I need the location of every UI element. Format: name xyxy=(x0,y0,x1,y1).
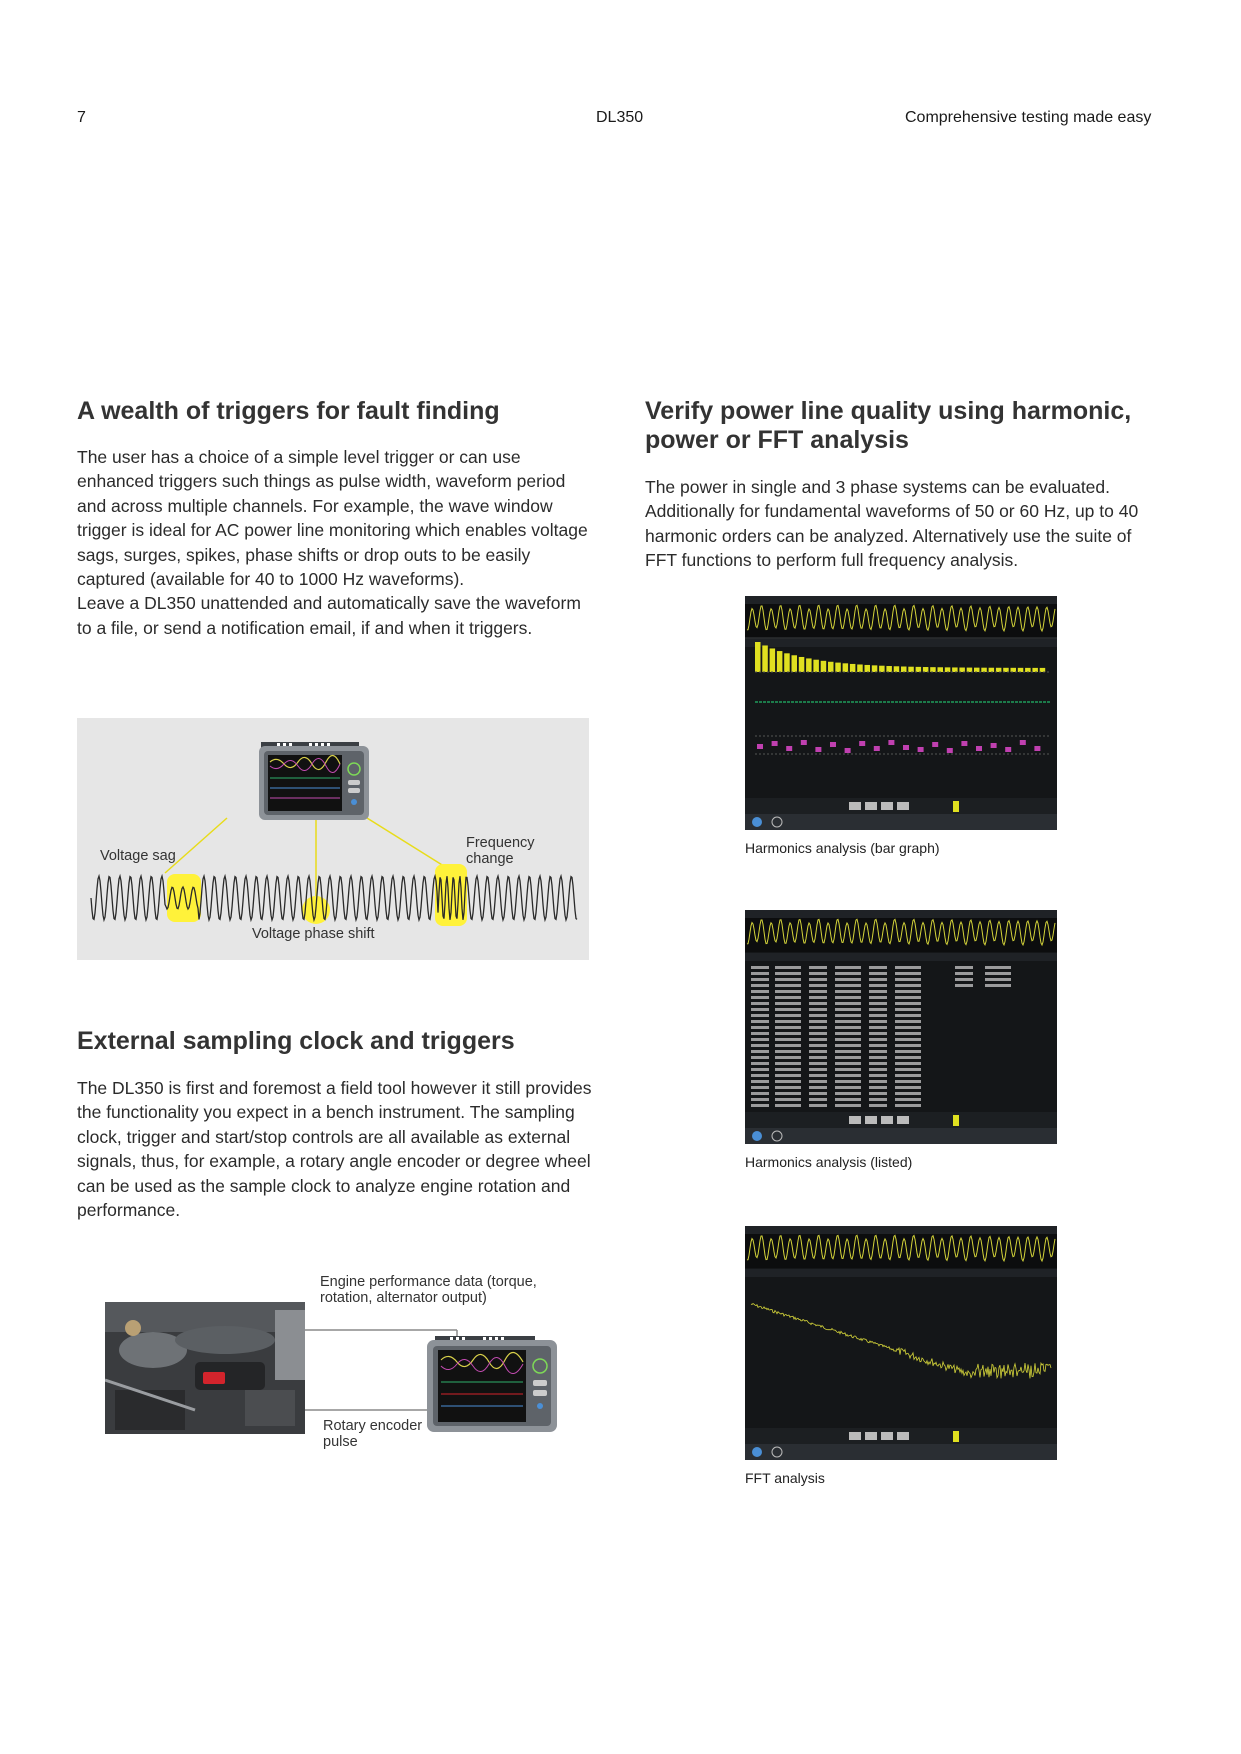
list-text-line xyxy=(809,984,827,987)
list-text-line xyxy=(751,1008,769,1011)
voltage-phase-shift-label: Voltage phase shift xyxy=(252,926,375,942)
power-heading: Verify power line quality using harmonic, power or FFT analysis xyxy=(645,397,1132,454)
harmonic-bar xyxy=(1025,668,1031,672)
harmonic-bar xyxy=(770,648,776,672)
list-text-line xyxy=(751,1062,769,1065)
phase-marker xyxy=(961,741,967,746)
list-text-line xyxy=(869,1038,887,1041)
list-text-line xyxy=(869,972,887,975)
phase-marker xyxy=(772,741,778,746)
harmonic-bar xyxy=(923,667,929,672)
engine-photo xyxy=(105,1302,305,1434)
external-heading: External sampling clock and triggers xyxy=(77,1027,515,1055)
dl350-instrument-icon xyxy=(259,742,369,820)
list-text-line xyxy=(809,1074,827,1077)
list-text-line xyxy=(809,1002,827,1005)
phase-marker xyxy=(1020,740,1026,745)
list-text-line xyxy=(809,1020,827,1023)
list-text-line xyxy=(775,1056,801,1059)
list-text-line xyxy=(955,972,973,975)
harmonic-bar xyxy=(821,661,827,672)
list-text-line xyxy=(751,972,769,975)
list-text-line xyxy=(835,990,861,993)
list-text-line xyxy=(775,1014,801,1017)
harmonic-bar xyxy=(1018,668,1024,672)
harmonic-bar xyxy=(1040,668,1046,672)
list-text-line xyxy=(895,1044,921,1047)
list-text-line xyxy=(775,1074,801,1077)
harmonic-bar xyxy=(916,667,922,672)
list-text-line xyxy=(869,1062,887,1065)
list-text-line xyxy=(809,1104,827,1107)
list-text-line xyxy=(809,990,827,993)
list-text-line xyxy=(869,978,887,981)
list-text-line xyxy=(751,1086,769,1089)
list-text-line xyxy=(869,1020,887,1023)
list-text-line xyxy=(775,1008,801,1011)
list-text-line xyxy=(895,1026,921,1029)
harmonic-bar xyxy=(952,667,958,672)
phase-marker xyxy=(976,746,982,751)
list-text-line xyxy=(895,1062,921,1065)
harmonic-bar xyxy=(886,666,892,672)
page-tagline: Comprehensive testing made easy xyxy=(905,109,1152,126)
list-text-line xyxy=(835,966,861,969)
list-text-line xyxy=(895,1056,921,1059)
list-text-line xyxy=(895,996,921,999)
list-text-line xyxy=(835,1014,861,1017)
harmonic-bar xyxy=(967,668,973,672)
list-text-line xyxy=(809,1008,827,1011)
harmonics-bar-caption: Harmonics analysis (bar graph) xyxy=(745,840,940,856)
list-text-line xyxy=(775,1002,801,1005)
list-text-line xyxy=(809,966,827,969)
list-text-line xyxy=(751,1038,769,1041)
list-text-line xyxy=(775,1068,801,1071)
list-text-line xyxy=(835,1074,861,1077)
fft-caption: FFT analysis xyxy=(745,1470,825,1486)
list-text-line xyxy=(869,1050,887,1053)
list-text-line xyxy=(955,984,973,987)
list-text-line xyxy=(835,978,861,981)
harmonic-bar xyxy=(938,667,944,672)
engine-diagram xyxy=(105,1270,565,1450)
list-text-line xyxy=(835,1098,861,1101)
list-text-line xyxy=(955,966,973,969)
list-text-line xyxy=(895,972,921,975)
list-text-line xyxy=(835,1092,861,1095)
list-text-line xyxy=(835,1068,861,1071)
list-text-line xyxy=(809,1038,827,1041)
phase-marker xyxy=(874,746,880,751)
harmonic-bar xyxy=(879,666,885,672)
list-text-line xyxy=(835,1056,861,1059)
connector-line-frequency xyxy=(367,818,447,868)
triggers-heading: A wealth of triggers for fault finding xyxy=(77,397,500,425)
list-text-line xyxy=(751,1068,769,1071)
harmonic-bar xyxy=(930,667,936,672)
list-text-line xyxy=(809,1050,827,1053)
harmonic-bar xyxy=(835,663,841,672)
harmonic-bar xyxy=(755,642,761,672)
phase-marker xyxy=(801,740,807,745)
fft-screen xyxy=(745,1226,1057,1460)
harmonic-bar xyxy=(828,662,834,672)
list-text-line xyxy=(809,1086,827,1089)
list-text-line xyxy=(775,984,801,987)
harmonic-bar xyxy=(959,668,965,672)
list-text-line xyxy=(895,1002,921,1005)
list-text-line xyxy=(835,1050,861,1053)
phase-marker xyxy=(932,742,938,747)
list-text-line xyxy=(835,972,861,975)
list-text-line xyxy=(869,1014,887,1017)
harmonic-bar xyxy=(799,657,805,672)
list-text-line xyxy=(869,1104,887,1107)
list-text-line xyxy=(809,1080,827,1083)
external-paragraph: The DL350 is first and foremost a field tool however it still provides the functionality you expect in a bench instrument. The sampling clock, trigger and start/stop controls are all available as external signals, thus, for example, a rotary angle encoder or degree wheel can be used as the sample clock to analyze engine rotation and performance. xyxy=(77,1078,592,1221)
list-text-line xyxy=(869,1032,887,1035)
list-text-line xyxy=(869,996,887,999)
list-text-line xyxy=(751,966,769,969)
list-text-line xyxy=(775,1086,801,1089)
harmonic-bar xyxy=(974,668,980,672)
list-text-line xyxy=(895,984,921,987)
list-text-line xyxy=(751,1020,769,1023)
list-text-line xyxy=(809,1032,827,1035)
harmonics-bar-screen xyxy=(745,596,1057,830)
list-text-line xyxy=(751,1092,769,1095)
list-text-line xyxy=(869,1098,887,1101)
list-text-line xyxy=(985,978,1011,981)
list-text-line xyxy=(775,1098,801,1101)
list-text-line xyxy=(751,1104,769,1107)
list-text-line xyxy=(895,1050,921,1053)
list-text-line xyxy=(835,1002,861,1005)
trigger-diagram xyxy=(77,718,589,960)
list-text-line xyxy=(869,1086,887,1089)
list-text-line xyxy=(809,1062,827,1065)
list-text-line xyxy=(835,1080,861,1083)
rotary-encoder-label: Rotary encoder pulse xyxy=(323,1418,423,1450)
list-text-line xyxy=(869,1056,887,1059)
list-text-line xyxy=(869,1092,887,1095)
harmonic-bar xyxy=(894,666,900,672)
phase-marker xyxy=(1034,746,1040,751)
list-text-line xyxy=(895,1014,921,1017)
list-text-line xyxy=(775,966,801,969)
list-text-line xyxy=(775,1092,801,1095)
phase-marker xyxy=(845,748,851,753)
list-text-line xyxy=(895,1008,921,1011)
list-text-line xyxy=(835,1062,861,1065)
harmonic-bar xyxy=(981,668,987,672)
list-text-line xyxy=(775,1080,801,1083)
list-text-line xyxy=(809,978,827,981)
fft-graphic xyxy=(745,1226,1057,1460)
list-text-line xyxy=(809,1092,827,1095)
list-text-line xyxy=(751,1002,769,1005)
list-text-line xyxy=(835,1086,861,1089)
dl350-instrument-icon-2 xyxy=(427,1336,557,1432)
list-text-line xyxy=(751,978,769,981)
harmonic-bar xyxy=(806,658,812,672)
list-text-line xyxy=(775,1050,801,1053)
harmonic-bar xyxy=(762,645,768,672)
list-text-line xyxy=(895,966,921,969)
list-text-line xyxy=(835,1032,861,1035)
list-text-line xyxy=(809,1014,827,1017)
harmonic-bar xyxy=(865,665,871,672)
list-text-line xyxy=(775,1038,801,1041)
list-text-line xyxy=(775,972,801,975)
list-text-line xyxy=(775,1032,801,1035)
list-text-line xyxy=(985,972,1011,975)
list-text-line xyxy=(835,984,861,987)
list-text-line xyxy=(751,1098,769,1101)
list-text-line xyxy=(751,1056,769,1059)
list-text-line xyxy=(895,1104,921,1107)
list-text-line xyxy=(835,1044,861,1047)
phase-marker xyxy=(786,746,792,751)
list-text-line xyxy=(775,996,801,999)
engine-data-label: Engine performance data (torque, rotation, alternator output) xyxy=(320,1274,537,1306)
phase-marker xyxy=(918,747,924,752)
list-text-line xyxy=(809,1044,827,1047)
voltage-sag-label: Voltage sag xyxy=(100,848,176,864)
list-text-line xyxy=(809,1026,827,1029)
list-text-line xyxy=(895,1086,921,1089)
page-number: 7 xyxy=(77,109,86,126)
list-text-line xyxy=(895,1032,921,1035)
list-text-line xyxy=(751,1044,769,1047)
list-text-line xyxy=(869,984,887,987)
list-text-line xyxy=(775,1044,801,1047)
harmonic-bar xyxy=(1003,668,1009,672)
phase-marker xyxy=(830,742,836,747)
list-text-line xyxy=(809,1098,827,1101)
list-text-line xyxy=(895,1092,921,1095)
list-text-line xyxy=(869,990,887,993)
list-text-line xyxy=(985,984,1011,987)
list-text-line xyxy=(869,1026,887,1029)
list-text-line xyxy=(751,1074,769,1077)
connector-line-sag xyxy=(165,818,227,873)
list-text-line xyxy=(751,1026,769,1029)
list-text-line xyxy=(895,1038,921,1041)
list-text-line xyxy=(985,966,1011,969)
phase-marker xyxy=(815,747,821,752)
list-text-line xyxy=(809,1056,827,1059)
harmonic-bar xyxy=(857,664,863,672)
list-text-line xyxy=(775,1026,801,1029)
list-text-line xyxy=(775,1104,801,1107)
harmonic-bar xyxy=(945,667,951,672)
harmonic-bar xyxy=(784,653,790,672)
list-text-line xyxy=(751,1032,769,1035)
list-text-line xyxy=(835,996,861,999)
phase-marker xyxy=(1005,747,1011,752)
list-text-line xyxy=(835,1026,861,1029)
list-text-line xyxy=(895,1098,921,1101)
harmonic-bar xyxy=(872,665,878,672)
list-text-line xyxy=(775,1020,801,1023)
triggers-paragraph-1: The user has a choice of a simple level trigger or can use enhanced triggers such things as pulse width, waveform period and across multiple channels. For example, the wave window trigger is ideal for AC power line monitoring which enables voltage sags, surges, spikes, phase shifts or drop outs to be easily captured (available for 40 to 1000 Hz waveforms). xyxy=(77,447,588,590)
list-text-line xyxy=(895,1020,921,1023)
list-text-line xyxy=(895,1068,921,1071)
harmonics-list-caption: Harmonics analysis (listed) xyxy=(745,1154,913,1170)
harmonic-bar xyxy=(843,663,849,672)
list-text-line xyxy=(895,978,921,981)
frequency-change-label: Frequency change xyxy=(466,835,535,867)
list-text-line xyxy=(835,1020,861,1023)
phase-marker xyxy=(903,745,909,750)
phase-marker xyxy=(888,740,894,745)
harmonic-bar xyxy=(792,655,798,672)
list-text-line xyxy=(809,996,827,999)
list-text-line xyxy=(809,972,827,975)
list-text-line xyxy=(869,1044,887,1047)
list-text-line xyxy=(835,1008,861,1011)
list-text-line xyxy=(775,978,801,981)
phase-marker xyxy=(757,744,763,749)
list-text-line xyxy=(751,990,769,993)
phase-marker xyxy=(859,741,865,746)
triggers-paragraph-2: Leave a DL350 unattended and automatically save the waveform to a file, or send a notification email, if and when it triggers. xyxy=(77,593,581,638)
harmonics-bar-graphic xyxy=(745,596,1057,830)
list-text-line xyxy=(895,990,921,993)
harmonic-bar xyxy=(813,660,819,672)
list-text-line xyxy=(751,1050,769,1053)
harmonic-bar xyxy=(1011,668,1017,672)
harmonic-bar xyxy=(777,651,783,672)
harmonics-list-graphic xyxy=(745,910,1057,1144)
product-name: DL350 xyxy=(596,109,644,126)
list-text-line xyxy=(869,1080,887,1083)
list-text-line xyxy=(869,1074,887,1077)
phase-marker xyxy=(947,748,953,753)
list-text-line xyxy=(869,1002,887,1005)
list-text-line xyxy=(809,1068,827,1071)
list-text-line xyxy=(955,978,973,981)
list-text-line xyxy=(835,1104,861,1107)
list-text-line xyxy=(775,1062,801,1065)
harmonic-bar xyxy=(908,667,914,672)
phase-marker xyxy=(991,743,997,748)
harmonic-bar xyxy=(850,664,856,672)
list-text-line xyxy=(751,996,769,999)
harmonic-bar xyxy=(996,668,1002,672)
list-text-line xyxy=(869,966,887,969)
harmonic-bar xyxy=(901,667,907,672)
harmonic-bar xyxy=(989,668,995,672)
list-text-line xyxy=(869,1068,887,1071)
list-text-line xyxy=(751,1014,769,1017)
ac-waveform xyxy=(91,876,577,920)
list-text-line xyxy=(751,1080,769,1083)
list-text-line xyxy=(869,1008,887,1011)
harmonics-list-screen xyxy=(745,910,1057,1144)
list-text-line xyxy=(895,1080,921,1083)
list-text-line xyxy=(751,984,769,987)
harmonic-bar xyxy=(1032,668,1038,672)
list-text-line xyxy=(775,990,801,993)
list-text-line xyxy=(895,1074,921,1077)
list-text-line xyxy=(835,1038,861,1041)
triggers-text xyxy=(77,445,589,640)
power-paragraph: The power in single and 3 phase systems can be evaluated. Additionally for fundamental waveforms of 50 or 60 Hz, up to 40 harmonic orders can be analyzed. Alternatively use the suite of FFT functions to perform full frequency analysis. xyxy=(645,477,1139,571)
